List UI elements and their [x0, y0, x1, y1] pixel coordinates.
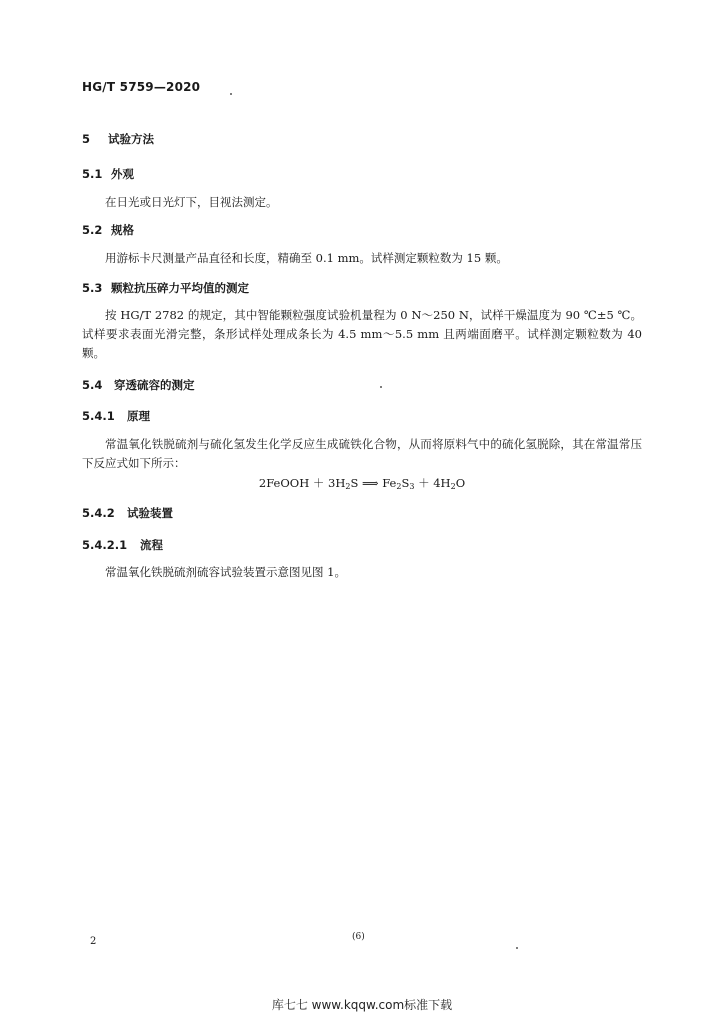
section-title: 穿透硫容的测定	[114, 378, 195, 392]
section-title: 规格	[111, 223, 134, 237]
section-title: 试验方法	[108, 132, 154, 146]
scan-speck	[516, 947, 518, 949]
section-5-3-heading	[82, 280, 249, 296]
section-5-4-2-heading	[82, 505, 173, 521]
section-title: 外观	[111, 167, 134, 181]
section-5-4-1-text: 常温氧化铁脱硫剂与硫化氢发生化学反应生成硫铁化合物，从而将原料气中的硫化氢脱除，其在常温常压下反应式如下所示：	[82, 437, 642, 470]
section-title: 颗粒抗压碎力平均值的测定	[111, 281, 249, 295]
section-5-2-heading	[82, 222, 134, 238]
section-5-3-text: 按 HG/T 2782 的规定，其中智能颗粒强度试验机量程为 0 N～250 N，试样干燥温度为 90 ℃±5 ℃。试样要求表面光滑完整，条形试样处理成条长为 4.5 mm～5.5 mm 且两端面磨平。试样测定颗粒数为 40 颗。	[82, 308, 642, 360]
section-5-4-2-1-heading	[82, 537, 163, 553]
section-number: 5.2	[82, 223, 103, 237]
page-number: 2	[90, 936, 97, 947]
section-number: 5.4.2.1	[82, 538, 128, 552]
scan-speck	[230, 93, 232, 95]
section-number: 5.3	[82, 281, 103, 295]
section-5-2-text: 用游标卡尺测量产品直径和长度，精确至 0.1 mm。试样测定颗粒数为 15 颗。	[105, 251, 508, 265]
section-number: 5.4.2	[82, 506, 115, 520]
section-5-4-heading	[82, 377, 195, 393]
section-5-1-heading	[82, 166, 134, 182]
page-center-mark: (6)	[352, 932, 365, 942]
scan-speck	[380, 386, 382, 388]
section-5-heading	[82, 131, 154, 147]
section-title: 原理	[127, 409, 150, 423]
download-watermark: 库七七 www.kqqw.com标准下载	[271, 998, 453, 1012]
section-5-4-2-1-text: 常温氧化铁脱硫剂硫容试验装置示意图见图 1。	[105, 565, 346, 579]
section-number: 5.4	[82, 378, 103, 392]
section-number: 5.4.1	[82, 409, 115, 423]
section-title: 试验装置	[127, 506, 173, 520]
equilibrium-arrow: ⟹	[362, 476, 379, 490]
section-number: 5.1	[82, 167, 103, 181]
section-title: 流程	[140, 538, 163, 552]
standard-code: HG/T 5759—2020	[82, 80, 201, 94]
reaction-formula: 2FeOOH ＋ $3H_2S$ ⟹ $Fe_2S_3 + 4H_2O$	[258, 476, 466, 491]
section-5-1-text: 在日光或日光灯下，目视法测定。	[105, 195, 278, 209]
section-number: 5	[82, 132, 91, 146]
section-5-4-1-heading	[82, 408, 150, 424]
